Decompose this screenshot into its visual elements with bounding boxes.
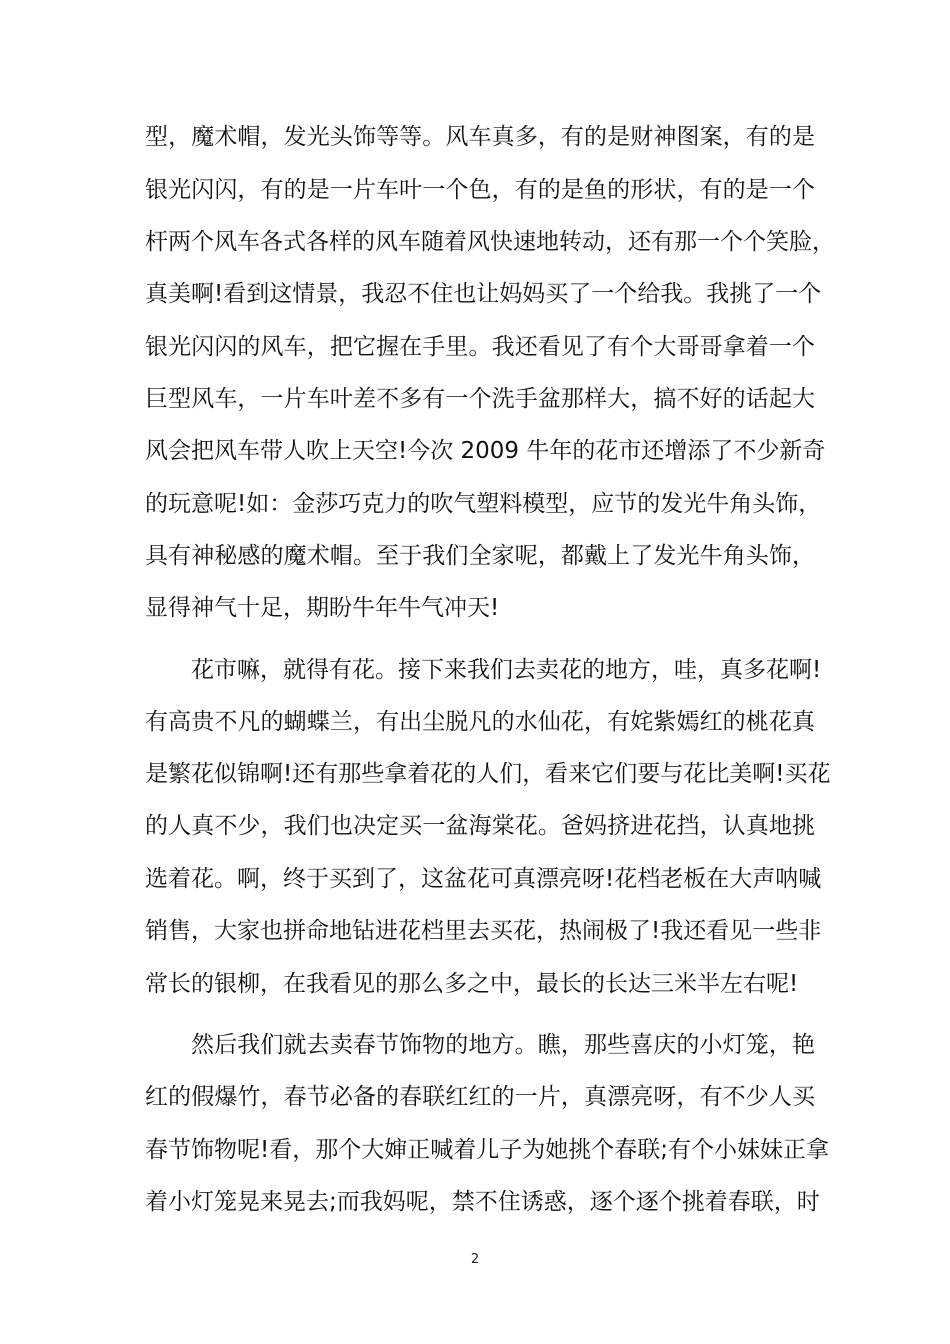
paragraph-1-line-9: 具有神秘感的魔术帽。至于我们全家呢，都戴上了发光牛角头饰，: [145, 543, 815, 569]
paragraph-1-line-2: 银光闪闪，有的是一片车叶一个色，有的是鱼的形状，有的是一个: [145, 177, 815, 203]
paragraph-1-line-4: 真美啊!看到这情景，我忍不住也让妈妈买了一个给我。我挑了一个: [145, 281, 822, 307]
paragraph-3-line-1: 然后我们就去卖春节饰物的地方。瞧，那些喜庆的小灯笼，艳: [191, 1032, 815, 1058]
paragraph-3-line-3: 春节饰物呢!看，那个大婶正喊着儿子为她挑个春联;有个小妹妹正拿: [145, 1137, 829, 1163]
paragraph-3-line-2: 红的假爆竹，春节必备的春联红红的一片，真漂亮呀，有不少人买: [145, 1084, 815, 1110]
paragraph-2-line-3: 是繁花似锦啊!还有那些拿着花的人们，看来它们要与花比美啊!买花: [145, 761, 831, 787]
paragraph-1-line-5: 银光闪闪的风车，把它握在手里。我还看见了有个大哥哥拿着一个: [145, 334, 815, 360]
paragraph-1-line-7: 风会把风车带人吹上天空!今次 2009 牛年的花市还增添了不少新奇: [145, 438, 826, 464]
paragraph-3-line-4: 着小灯笼晃来晃去;而我妈呢，禁不住诱惑，逐个逐个挑着春联，时: [145, 1189, 820, 1215]
paragraph-1-line-6: 巨型风车，一片车叶差不多有一个洗手盆那样大，搞不好的话起大: [145, 386, 815, 412]
paragraph-2-line-2: 有高贵不凡的蝴蝶兰，有出尘脱凡的水仙花，有姹紫嫣红的桃花真: [145, 709, 815, 735]
paragraph-1-line-8: 的玩意呢!如：金莎巧克力的吹气塑料模型，应节的发光牛角头饰，: [145, 491, 822, 517]
paragraph-2-line-6: 销售，大家也拼命地钻进花档里去买花，热闹极了!我还看见一些非: [145, 918, 822, 944]
paragraph-2-line-4: 的人真不少，我们也决定买一盆海棠花。爸妈挤进花挡，认真地挑: [145, 813, 815, 839]
paragraph-1-line-1: 型，魔术帽，发光头饰等等。风车真多，有的是财神图案，有的是: [145, 124, 815, 150]
paragraph-2-line-5: 选着花。啊，终于买到了，这盆花可真漂亮呀!花档老板在大声呐喊: [145, 866, 822, 892]
paragraph-2-line-7: 常长的银柳，在我看见的那么多之中，最长的长达三米半左右呢!: [145, 971, 799, 997]
paragraph-1-line-10: 显得神气十足，期盼牛年牛气冲天!: [145, 595, 500, 621]
paragraph-1-line-3: 杆两个风车各式各样的风车随着风快速地转动，还有那一个个笑脸，: [145, 229, 835, 255]
paragraph-2-line-1: 花市嘛，就得有花。接下来我们去卖花的地方，哇，真多花啊!: [191, 657, 822, 683]
page-number: 2: [470, 1252, 480, 1267]
